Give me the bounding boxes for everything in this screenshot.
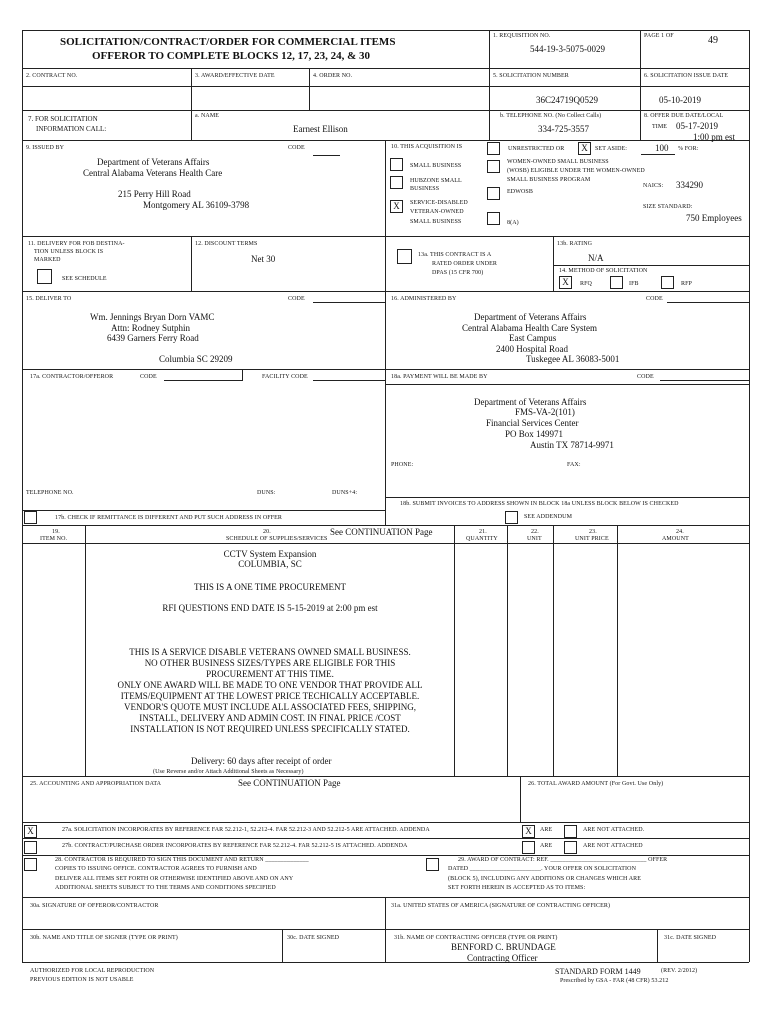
admin-line-1: Department of Veterans Affairs: [474, 312, 587, 322]
previous-edition-note: PREVIOUS EDITION IS NOT USABLE: [30, 977, 134, 983]
page-label: PAGE 1 OF: [644, 33, 674, 39]
order-no-label: 4. ORDER NO.: [313, 73, 353, 79]
facility-code-label: FACILITY CODE: [262, 374, 308, 380]
contractor-telephone-label: TELEPHONE NO.: [26, 490, 74, 496]
rfp-label: RFP: [681, 281, 692, 287]
schedule-para-3: PROCUREMENT AT THIS TIME.: [206, 669, 334, 679]
col-unit: 22.: [531, 529, 539, 535]
rating-label: 13b. RATING: [557, 241, 593, 247]
payment-line-4: PO Box 149971: [505, 429, 564, 439]
info-call-label: 7. FOR SOLICITATION: [28, 115, 98, 123]
delivery-label-3: MARKED: [34, 257, 61, 263]
hubzone-label: HUBZONE SMALL: [410, 178, 462, 184]
percent-for-label: % FOR:: [678, 146, 699, 152]
unrestricted-label: UNRESTRICTED OR: [508, 146, 565, 152]
administered-by-label: 16. ADMINISTERED BY: [391, 296, 457, 302]
requisition-label: 1. REQUISITION NO.: [493, 33, 551, 39]
see-addendum-label: SEE ADDENDUM: [524, 514, 573, 520]
eight-a-checkbox[interactable]: [487, 212, 500, 225]
are-not-27b-label: ARE NOT ATTACHED: [583, 843, 643, 849]
duns4-label: DUNS+4:: [332, 490, 358, 496]
total-award-label: 26. TOTAL AWARD AMOUNT (For Govt. Use Only): [528, 781, 664, 787]
reverse-note: (Use Reverse and/or Attach Additional Sheets as Necessary): [153, 769, 304, 775]
rfq-label: RFQ: [580, 281, 592, 287]
discount-label: 12. DISCOUNT TERMS: [195, 241, 258, 247]
clause-28-line-3: DELIVER ALL ITEMS SET FORTH OR OTHERWISE IDENTIFIED ABOVE AND ON ANY: [55, 876, 294, 882]
small-business-label: SMALL BUSINESS: [410, 163, 462, 169]
date-signed-30c-label: 30c. DATE SIGNED: [287, 935, 340, 941]
clause-29-line-2: DATED _______________________. YOUR OFFER ON SOLICITATION: [448, 866, 636, 872]
wosb-label-2: (WOSB) ELIGIBLE UNDER THE WOMEN-OWNED: [507, 168, 645, 174]
delivery-label-2: TION UNLESS BLOCK IS: [34, 249, 104, 255]
authorized-reproduction: AUTHORIZED FOR LOCAL REPRODUCTION: [30, 968, 155, 974]
eight-a-label: 8(A): [507, 220, 519, 226]
naics-code: 334290: [676, 180, 703, 190]
schedule-text-4: RFI QUESTIONS END DATE IS 5-15-2019 at 2:00 pm est: [162, 603, 378, 613]
payment-fax-label: FAX:: [567, 462, 581, 468]
schedule-delivery: Delivery: 60 days after receipt of order: [191, 756, 332, 766]
hubzone-checkbox[interactable]: [390, 176, 403, 189]
issued-line-1: Department of Veterans Affairs: [97, 157, 210, 167]
sdvosb-label-2: VETERAN-OWNED: [410, 209, 464, 215]
col-quantity: 21.: [479, 529, 487, 535]
signer-name-label: 30b. NAME AND TITLE OF SIGNER (TYPE OR PRINT): [30, 935, 178, 941]
naics-label: NAICS:: [643, 183, 664, 189]
schedule-para-2: NO OTHER BUSINESS SIZES/TYPES ARE ELIGIBLE FOR THIS: [144, 658, 396, 668]
col-amount-label: AMOUNT: [662, 536, 689, 542]
set-aside-checkbox[interactable]: X: [578, 142, 591, 155]
ifb-checkbox[interactable]: [610, 276, 623, 289]
rated-label: 13a. THIS CONTRACT IS A: [418, 252, 492, 258]
clause-29-line-4: SET FORTH HEREIN IS ACCEPTED AS TO ITEMS:: [448, 885, 586, 891]
col-item-no-label: ITEM NO.: [40, 536, 68, 542]
are-label: ARE: [540, 827, 553, 833]
contractor-label: 17a. CONTRACTOR/OFFEROR: [30, 374, 114, 380]
see-schedule-label: SEE SCHEDULE: [62, 276, 107, 282]
duns-label: DUNS:: [257, 490, 276, 496]
admin-line-5: Tuskegee AL 36083-5001: [526, 354, 620, 364]
method-label: 14. METHOD OF SOLICITATION: [559, 268, 648, 274]
wosb-label-3: SMALL BUSINESS PROGRAM: [507, 177, 591, 183]
payment-phone-label: PHONE:: [391, 462, 414, 468]
unrestricted-checkbox[interactable]: [487, 142, 500, 155]
schedule-text-3: THIS IS A ONE TIME PROCUREMENT: [193, 582, 347, 592]
payment-label: 18a. PAYMENT WILL BE MADE BY: [391, 374, 488, 380]
col-amount: 24.: [676, 529, 684, 535]
col-item-no: 19.: [52, 529, 60, 535]
set-aside-label: SET ASIDE:: [595, 146, 628, 152]
discount-terms: Net 30: [251, 254, 276, 264]
schedule-text-2: COLUMBIA, SC: [238, 559, 302, 569]
ifb-label: IFB: [629, 281, 639, 287]
schedule-para-4: ONLY ONE AWARD WILL BE MADE TO ONE VENDOR THAT PROVIDE ALL: [117, 680, 423, 690]
col-unit-label: UNIT: [527, 536, 542, 542]
issued-code-label: CODE: [288, 145, 305, 151]
contractor-code-label: CODE: [140, 374, 157, 380]
page-total: 49: [708, 35, 718, 46]
are-27b-label: ARE: [540, 843, 553, 849]
remittance-label: 17b. CHECK IF REMITTANCE IS DIFFERENT AND PUT SUCH ADDRESS IN OFFER: [55, 515, 283, 521]
clause-27b: 27b. CONTRACT/PURCHASE ORDER INCORPORATES BY REFERENCE FAR 52.212-4. FAR 52.212-5 IS ATTACHED. ADDENDA: [62, 843, 408, 849]
form-subtitle: OFFEROR TO COMPLETE BLOCKS 12, 17, 23, 24, & 30: [92, 50, 370, 62]
deliver-to-line-3: 6439 Garners Ferry Road: [107, 333, 199, 343]
size-standard: 750 Employees: [686, 213, 742, 223]
schedule-para-1: THIS IS A SERVICE DISABLE VETERANS OWNED SMALL BUSINESS.: [129, 647, 411, 657]
clause-27b-checkbox[interactable]: [24, 841, 37, 854]
issued-line-3: 215 Perry Hill Road: [118, 189, 191, 199]
are-27b-checkbox[interactable]: [522, 841, 535, 854]
award-date-label: 3. AWARD/EFFECTIVE DATE: [195, 73, 275, 79]
payment-line-2: FMS-VA-2(101): [515, 407, 575, 417]
admin-line-3: East Campus: [509, 333, 557, 343]
hubzone-label-2: BUSINESS: [410, 186, 440, 192]
telephone-label: b. TELEPHONE NO. (No Collect Calls): [500, 113, 602, 119]
solicitation-number-label: 5. SOLICITATION NUMBER: [493, 73, 569, 79]
rated-label-3: DPAS (15 CFR 700): [432, 270, 484, 276]
clause-29-checkbox[interactable]: [426, 858, 439, 871]
officer-name-label: 31b. NAME OF CONTRACTING OFFICER (TYPE OR PRINT): [394, 935, 558, 941]
issued-line-4: Montgomery AL 36109-3798: [143, 200, 250, 210]
due-date-label: 8. OFFER DUE DATE/LOCAL: [644, 113, 724, 119]
clause-27a: 27a. SOLICITATION INCORPORATES BY REFERENCE FAR 52.212-1, 52.212-4. FAR 52.212-3 AND 52.212-5 ARE ATTACHED. ADDENDA: [62, 827, 430, 833]
schedule-text-1: CCTV System Expansion: [223, 549, 317, 559]
schedule-continuation: See CONTINUATION Page: [330, 527, 433, 537]
solicitation-number: 36C24719Q0529: [536, 95, 599, 105]
prescribed-by: Prescribed by GSA - FAR (48 CFR) 53.212: [560, 978, 669, 984]
wosb-label: WOMEN-OWNED SMALL BUSINESS: [507, 159, 609, 165]
deliver-to-label: 15. DELIVER TO: [26, 296, 72, 302]
officer-name: BENFORD C. BRUNDAGE: [451, 942, 556, 952]
signature-31a-label: 31a. UNITED STATES OF AMERICA (SIGNATURE OF CONTRACTING OFFICER): [391, 903, 611, 909]
form-title: SOLICITATION/CONTRACT/ORDER FOR COMMERCIAL ITEMS: [60, 36, 396, 48]
payment-line-3: Financial Services Center: [486, 418, 579, 428]
accounting-value: See CONTINUATION Page: [238, 778, 341, 788]
deliver-to-line-1: Wm. Jennings Bryan Dorn VAMC: [90, 312, 215, 322]
officer-title: Contracting Officer: [467, 953, 538, 963]
rfp-checkbox[interactable]: [661, 276, 674, 289]
rated-order-checkbox[interactable]: [397, 249, 412, 264]
payment-line-5: Austin TX 78714-9971: [530, 440, 614, 450]
sdvosb-label: SERVICE-DISABLED: [410, 200, 468, 206]
clause-29-line-3: (BLOCK 5), INCLUDING ANY ADDITIONS OR CHANGES WHICH ARE: [448, 876, 641, 882]
issued-line-2: Central Alabama Veterans Health Care: [83, 168, 223, 178]
are-checkbox[interactable]: X: [522, 825, 535, 838]
small-business-checkbox[interactable]: [390, 158, 403, 171]
clause-29-line-1: 29. AWARD OF CONTRACT: REF. _______________________________ OFFER: [458, 857, 668, 863]
acquisition-label: 10. THIS ACQUISITION IS: [391, 144, 463, 150]
col-schedule: 20.: [263, 529, 271, 535]
sdvosb-checkbox[interactable]: X: [390, 200, 403, 213]
payment-code-label: CODE: [637, 374, 654, 380]
remittance-checkbox[interactable]: [24, 511, 37, 524]
clause-27a-checkbox[interactable]: X: [24, 825, 37, 838]
date-signed-31c-label: 31c. DATE SIGNED: [664, 935, 717, 941]
rated-label-2: RATED ORDER UNDER: [432, 261, 498, 267]
form-number: STANDARD FORM 1449: [555, 967, 641, 976]
rating-value: N/A: [588, 253, 604, 263]
info-call-label-2: INFORMATION CALL:: [36, 125, 107, 133]
are-not-checkbox[interactable]: [564, 825, 577, 838]
deliver-to-code-label: CODE: [288, 296, 305, 302]
wosb-checkbox[interactable]: [487, 160, 500, 173]
admin-line-4: 2400 Hospital Road: [496, 344, 568, 354]
schedule-para-6: VENDOR'S QUOTE MUST INCLUDE ALL ASSOCIATED FEES, SHIPPING,: [124, 702, 416, 712]
issued-by-label: 9. ISSUED BY: [26, 145, 65, 151]
size-standard-label: SIZE STANDARD:: [643, 204, 693, 210]
contact-name: Earnest Ellison: [293, 124, 348, 134]
clause-28-line-4: ADDITIONAL SHEETS SUBJECT TO THE TERMS AND CONDITIONS SPECIFIED: [55, 885, 276, 891]
rfq-checkbox[interactable]: X: [559, 276, 572, 289]
due-time-label: TIME: [652, 124, 668, 130]
col-unit-price: 23.: [589, 529, 597, 535]
contract-no-label: 2. CONTRACT NO.: [26, 73, 78, 79]
administered-code-label: CODE: [646, 296, 663, 302]
schedule-para-5: ITEMS/EQUIPMENT AT THE LOWEST PRICE TECHICALLY ACCEPTABLE.: [120, 691, 420, 701]
admin-line-2: Central Alabama Health Care System: [462, 323, 597, 333]
submit-invoices-label: 18b. SUBMIT INVOICES TO ADDRESS SHOWN IN BLOCK 18a UNLESS BLOCK BELOW IS CHECKED: [400, 501, 679, 507]
col-unit-price-label: UNIT PRICE: [575, 536, 609, 542]
clause-28-line-1: 28. CONTRACTOR IS REQUIRED TO SIGN THIS DOCUMENT AND RETURN ______________: [55, 857, 309, 863]
col-quantity-label: QUANTITY: [466, 536, 498, 542]
edwosb-label: EDWOSB: [507, 189, 533, 195]
schedule-para-8: INSTALLATION IS NOT REQUIRED UNLESS SPECIFICALLY STATED.: [130, 724, 410, 734]
see-schedule-checkbox[interactable]: [37, 269, 52, 284]
requisition-number: 544-19-3-5075-0029: [530, 44, 605, 54]
due-time: 1:00 pm est: [693, 132, 735, 142]
clause-28-line-2: COPIES TO ISSUING OFFICE. CONTRACTOR AGREES TO FURNISH AND: [55, 866, 257, 872]
form-revision: (REV. 2/2012): [661, 968, 698, 974]
delivery-label: 11. DELIVERY FOR FOB DESTINA-: [28, 241, 125, 247]
sdvosb-label-3: SMALL BUSINESS: [410, 219, 462, 225]
edwosb-checkbox[interactable]: [487, 187, 500, 200]
schedule-para-7: INSTALL, DELIVERY AND ADMIN COST. IN FINAL PRICE /COST: [139, 713, 401, 723]
col-schedule-label: SCHEDULE OF SUPPLIES/SERVICES: [226, 536, 328, 542]
signature-30a-label: 30a. SIGNATURE OF OFFEROR/CONTRACTOR: [30, 903, 159, 909]
are-not-27b-checkbox[interactable]: [564, 841, 577, 854]
solicitation-date: 05-10-2019: [659, 95, 701, 105]
payment-line-1: Department of Veterans Affairs: [474, 397, 587, 407]
deliver-to-line-4: Columbia SC 29209: [159, 354, 233, 364]
name-label: a. NAME: [195, 113, 220, 119]
accounting-label: 25. ACCOUNTING AND APPROPRIATION DATA: [30, 781, 162, 787]
telephone-number: 334-725-3557: [538, 124, 589, 134]
are-not-label: ARE NOT ATTACHED.: [583, 827, 645, 833]
set-aside-percent: 100: [655, 143, 669, 153]
see-addendum-checkbox[interactable]: [505, 511, 518, 524]
due-date: 05-17-2019: [676, 121, 718, 131]
clause-28-checkbox[interactable]: [24, 858, 37, 871]
deliver-to-line-2: Attn: Rodney Sutphin: [111, 323, 191, 333]
solicitation-date-label: 6. SOLICITATION ISSUE DATE: [644, 73, 729, 79]
